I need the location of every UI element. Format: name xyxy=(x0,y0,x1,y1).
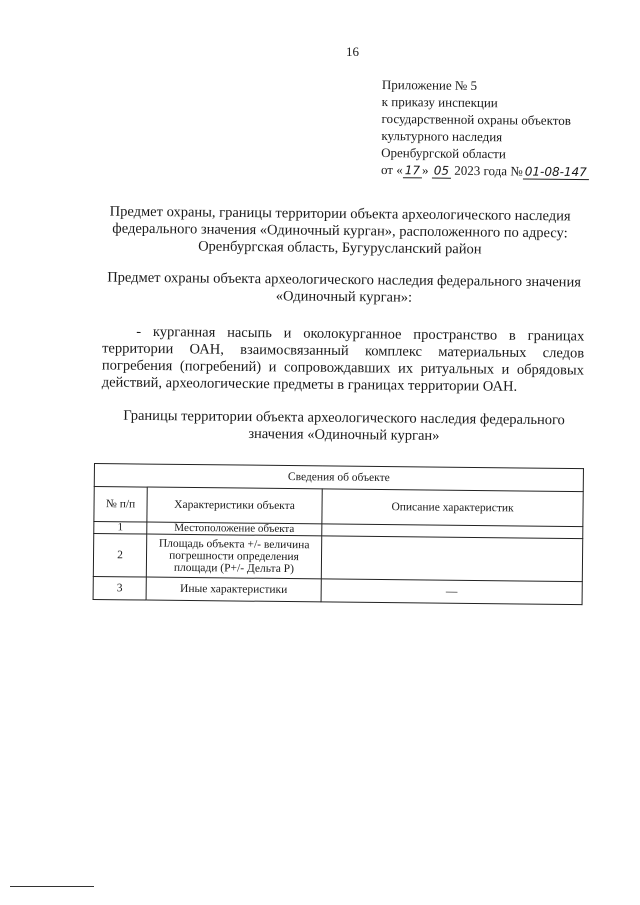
appendix-line: Оренбургской области xyxy=(381,144,506,162)
appendix-block xyxy=(381,76,612,181)
column-header-description: Описание характеристик xyxy=(322,489,583,527)
appendix-line: к приказу инспекции xyxy=(381,93,498,111)
footnote-divider xyxy=(10,886,94,887)
title-line: федерального значения «Одиночный курган», расположенного по адресу: xyxy=(112,220,568,242)
row-characteristic: Иные характеристики xyxy=(146,577,321,602)
row-characteristic: Местоположение объекта xyxy=(147,522,322,536)
subject-heading-line: «Одиночный курган»: xyxy=(275,288,413,306)
title-line: Оренбургская область, Бугурусланский район xyxy=(198,238,482,258)
document-title xyxy=(100,203,581,259)
subject-body: - курганная насыпь и околокурганное пространство в границах территории ОАН, взаимосвязанный комплекс материальных следов погребения (погребений) и сопровождавших их ритуальных и обрядовых действий, археологические предметы в границах территории ОАН. xyxy=(101,323,585,395)
column-header-number: № п/п xyxy=(94,487,147,523)
row-description xyxy=(321,536,582,582)
row-number: 2 xyxy=(93,534,146,578)
appendix-date-line xyxy=(381,161,611,181)
handwritten-day: 17 xyxy=(403,163,422,178)
subject-heading-line: Предмет охраны объекта археологического наследия федерального значения xyxy=(107,269,582,291)
object-info-table xyxy=(93,463,584,605)
date-mid: » xyxy=(421,162,429,178)
table-row xyxy=(93,534,582,582)
table-row xyxy=(93,576,582,604)
borders-heading-line: значения «Одиночный курган» xyxy=(248,425,440,444)
table-caption: Сведения об объекте xyxy=(94,464,583,492)
column-header-characteristics: Характеристики объекта xyxy=(147,487,322,524)
row-number: 3 xyxy=(93,576,146,600)
row-characteristic: Площадь объекта +/- величина погрешности определения площади (Р+/- Дельта Р) xyxy=(146,534,321,579)
row-description: — xyxy=(321,579,582,605)
year-text: 2023 года № xyxy=(454,162,523,179)
row-number: 1 xyxy=(94,522,147,535)
page-number: 16 xyxy=(346,44,359,59)
borders-heading xyxy=(106,408,582,447)
handwritten-month: 05 xyxy=(432,164,451,179)
date-prefix: от « xyxy=(380,161,403,178)
handwritten-order-number: 01-08-147 xyxy=(523,164,589,180)
appendix-line: культурного наследия xyxy=(381,127,503,145)
borders-heading-line: Границы территории объекта археологического наследия федерального xyxy=(123,407,565,429)
appendix-line: государственной охраны объектов xyxy=(381,110,571,128)
appendix-line: Приложение № 5 xyxy=(381,76,478,93)
title-line: Предмет охраны, границы территории объекта археологического наследия xyxy=(109,203,571,225)
subject-heading xyxy=(104,269,584,308)
